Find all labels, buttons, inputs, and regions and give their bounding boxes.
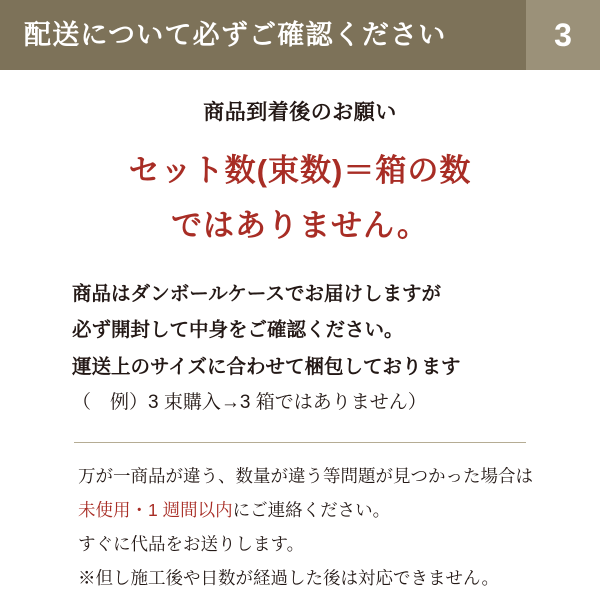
page-title: 配送について必ずご確認ください [24, 19, 447, 50]
description-example-line: （ 例）3 束購入→3 箱ではありません） [72, 391, 427, 413]
note-line-2-rest: にご連絡ください。 [232, 499, 391, 520]
content-body [0, 96, 600, 595]
headline-line-1: セット数(束数)＝箱の数 [128, 153, 472, 188]
note-line-2 [78, 493, 560, 527]
note-highlight: 未使用・1 週間以内 [78, 499, 233, 520]
headline-line-2: ではありません。 [171, 208, 429, 244]
headline [30, 152, 570, 244]
description-line: 必ず開封して中身をご確認ください。 [72, 319, 404, 342]
subtitle: 商品到着後のお願い [203, 101, 397, 124]
section-divider [74, 442, 526, 443]
note-line-1: 万が一商品が違う、数量が違う等問題が見つかった場合は [78, 465, 533, 486]
section-number-badge: 3 [526, 0, 600, 70]
description-line: 商品はダンボールケースでお届けしますが [72, 283, 441, 306]
note-line-3: すぐに代品をお送りします。 [78, 533, 305, 554]
notes-section [30, 459, 570, 596]
note-line-4: ※但し施工後や日数が経過した後は対応できません。 [78, 568, 500, 589]
description-paragraph [30, 276, 570, 419]
header-bar [0, 0, 600, 70]
description-line: 運送上のサイズに合わせて梱包しております [72, 355, 461, 378]
